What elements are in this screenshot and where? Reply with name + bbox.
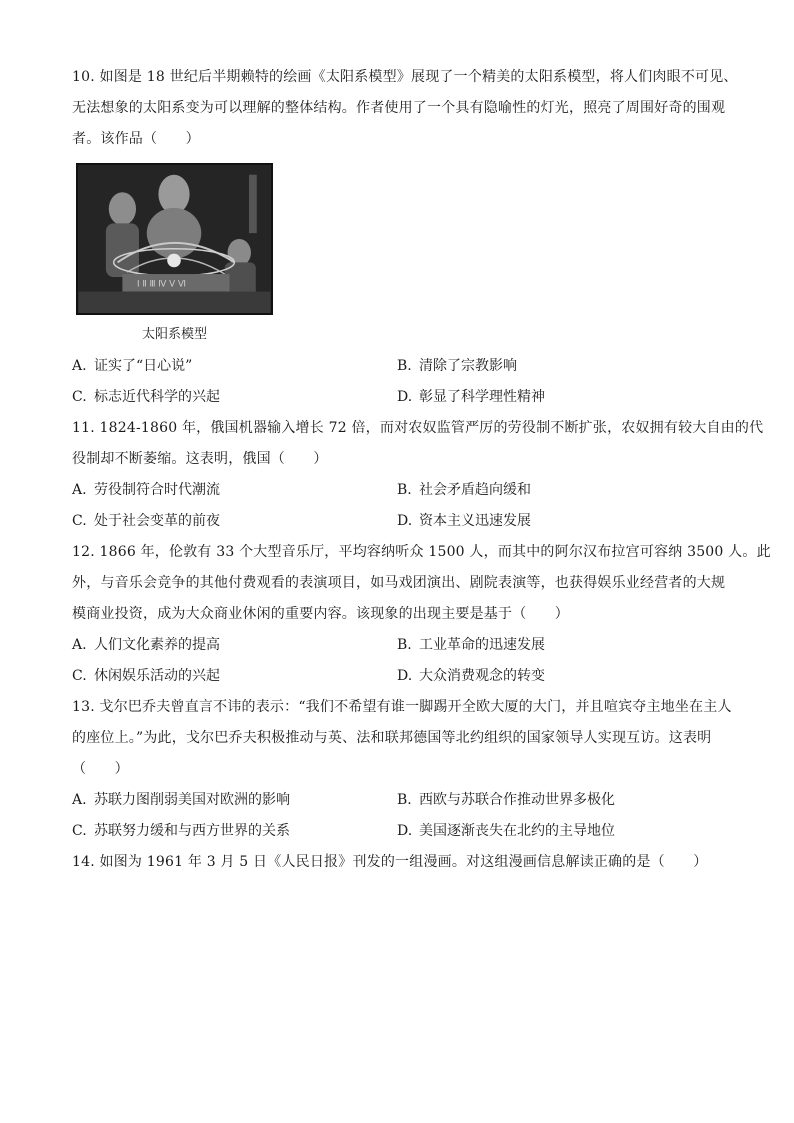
option-key: D. <box>397 513 413 529</box>
option-text: 证实了“日心说” <box>94 358 193 374</box>
question-11-stem <box>72 413 764 475</box>
option-key: A. <box>72 482 87 498</box>
stem-line: 外，与音乐会竞争的其他付费观看的表演项目，如马戏团演出、剧院表演等，也获得娱乐业经营者的大规 <box>72 575 726 591</box>
option-text: 人们文化素养的提高 <box>94 637 220 653</box>
option-a[interactable] <box>72 785 397 816</box>
option-a[interactable] <box>72 630 397 661</box>
option-text: 社会矛盾趋向缓和 <box>419 482 531 498</box>
option-text: 苏联努力缓和与西方世界的关系 <box>94 823 290 839</box>
option-text: 标志近代科学的兴起 <box>94 389 220 405</box>
option-b[interactable] <box>397 785 722 816</box>
option-b[interactable] <box>397 630 722 661</box>
option-key: D. <box>397 389 413 405</box>
option-d[interactable] <box>397 506 722 537</box>
option-text: 苏联力图削弱美国对欧洲的影响 <box>94 792 290 808</box>
option-a[interactable] <box>72 475 397 506</box>
option-c[interactable] <box>72 506 397 537</box>
stem-line: 12. 1866 年，伦敦有 33 个大型音乐厅，平均容纳听众 1500 人，而其中的阿尔汉布拉宫可容纳 3500 人。此 <box>72 544 771 560</box>
option-text: 资本主义迅速发展 <box>419 513 531 529</box>
option-key: C. <box>72 823 87 839</box>
stem-line: 13. 戈尔巴乔夫曾直言不讳的表示：“我们不希望有谁一脚踢开全欧大厦的大门，并且喧宾夺主地坐在主人 <box>72 699 732 715</box>
stem-line: 的座位上。”为此，戈尔巴乔夫积极推动与英、法和联邦德国等北约组织的国家领导人实现互访。这表明 <box>72 730 712 746</box>
option-text: 大众消费观念的转变 <box>419 668 545 684</box>
option-text: 处于社会变革的前夜 <box>94 513 220 529</box>
option-b[interactable] <box>397 475 722 506</box>
question-13-stem <box>72 692 732 785</box>
question-13 <box>72 692 732 847</box>
question-12-options <box>72 630 722 692</box>
option-key: C. <box>72 668 87 684</box>
question-10-stem <box>72 62 738 155</box>
figure-caption: 太阳系模型 <box>141 327 207 342</box>
option-d[interactable] <box>397 816 722 847</box>
question-11 <box>72 413 764 537</box>
option-key: D. <box>397 668 413 684</box>
question-10-options <box>72 351 722 413</box>
option-text: 休闲娱乐活动的兴起 <box>94 668 220 684</box>
option-a[interactable] <box>72 351 397 382</box>
option-c[interactable] <box>72 382 397 413</box>
question-13-options <box>72 785 722 847</box>
svg-text:Ⅰ Ⅱ Ⅲ Ⅳ Ⅴ Ⅵ: Ⅰ Ⅱ Ⅲ Ⅳ Ⅴ Ⅵ <box>137 279 186 290</box>
stem-line: 者。该作品（ ） <box>72 131 200 147</box>
option-text: 美国逐渐丧失在北约的主导地位 <box>419 823 615 839</box>
question-10 <box>72 62 738 413</box>
question-12 <box>72 537 771 692</box>
stem-line: 14. 如图为 1961 年 3 月 5 日《人民日报》刊发的一组漫画。对这组漫画信息解读正确的是（ ） <box>72 854 708 870</box>
option-d[interactable] <box>397 661 722 692</box>
option-text: 彰显了科学理性精神 <box>419 389 545 405</box>
question-14-stem <box>72 847 722 878</box>
stem-line: 役制却不断萎缩。这表明，俄国（ ） <box>72 451 328 467</box>
option-d[interactable] <box>397 382 722 413</box>
stem-line: 无法想象的太阳系变为可以理解的整体结构。作者使用了一个具有隐喻性的灯光，照亮了周围好奇的围观 <box>72 100 726 116</box>
question-12-stem <box>72 537 771 630</box>
option-text: 西欧与苏联合作推动世界多极化 <box>419 792 615 808</box>
option-key: A. <box>72 637 87 653</box>
question-14 <box>72 847 722 878</box>
option-key: A. <box>72 792 87 808</box>
exam-page <box>72 62 771 878</box>
stem-line: （ ） <box>72 761 129 777</box>
option-key: B. <box>397 482 412 498</box>
question-10-figure <box>76 163 273 345</box>
option-key: A. <box>72 358 87 374</box>
option-key: B. <box>397 637 412 653</box>
option-key: D. <box>397 823 413 839</box>
option-text: 劳役制符合时代潮流 <box>94 482 220 498</box>
option-c[interactable] <box>72 816 397 847</box>
option-key: B. <box>397 358 412 374</box>
option-text: 清除了宗教影响 <box>419 358 517 374</box>
option-text: 工业革命的迅速发展 <box>419 637 545 653</box>
stem-line: 10. 如图是 18 世纪后半期赖特的绘画《太阳系模型》展现了一个精美的太阳系模型，将人们肉眼不可见、 <box>72 69 738 85</box>
option-c[interactable] <box>72 661 397 692</box>
question-11-options <box>72 475 722 537</box>
option-b[interactable] <box>397 351 722 382</box>
option-key: C. <box>72 513 87 529</box>
orrery-painting-image <box>76 163 273 315</box>
stem-line: 模商业投资，成为大众商业休闲的重要内容。该现象的出现主要是基于（ ） <box>72 606 569 622</box>
option-key: B. <box>397 792 412 808</box>
option-key: C. <box>72 389 87 405</box>
stem-line: 11. 1824-1860 年，俄国机器输入增长 72 倍，而对农奴监管严厉的劳役制不断扩张，农奴拥有较大自由的代 <box>72 420 764 436</box>
